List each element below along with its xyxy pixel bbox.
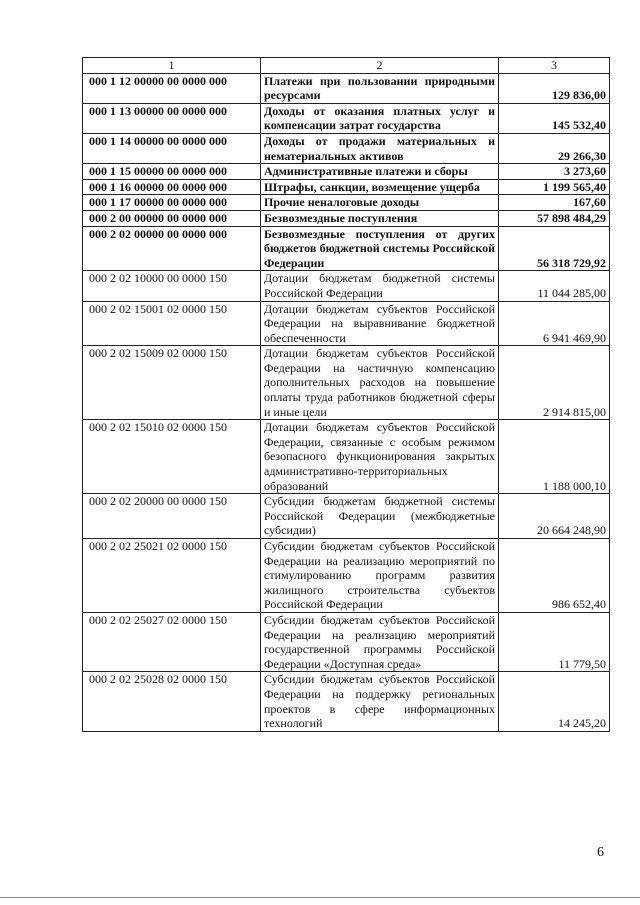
table-body xyxy=(83,73,610,731)
table-row xyxy=(83,226,610,271)
table-row xyxy=(83,103,610,133)
row-name: Дотации бюджетам субъектов Российской Федерации на выравнивание бюджетной обеспеченности xyxy=(261,301,499,346)
row-code: 000 2 02 25021 02 0000 150 xyxy=(83,539,261,613)
row-name: Прочие неналоговые доходы xyxy=(261,195,499,211)
row-code: 000 2 02 00000 00 0000 000 xyxy=(83,226,261,271)
row-code: 000 2 02 25027 02 0000 150 xyxy=(83,612,261,671)
row-name: Доходы от оказания платных услуг и компенсации затрат государства xyxy=(261,103,499,133)
row-name: Дотации бюджетам субъектов Российской Федерации, связанные с особым режимом безопасного функционирования закрытых административно-территориальных образований xyxy=(261,420,499,494)
row-code: 000 1 12 00000 00 0000 000 xyxy=(83,73,261,103)
table-row xyxy=(83,346,610,420)
row-amount: 57 898 484,29 xyxy=(499,210,610,226)
row-code: 000 2 02 15009 02 0000 150 xyxy=(83,346,261,420)
table-header-row xyxy=(83,58,610,74)
row-name: Субсидии бюджетам субъектов Российской Федерации на реализацию мероприятий государственной программы Российской Федерации «Доступная среда» xyxy=(261,612,499,671)
row-amount: 986 652,40 xyxy=(499,539,610,613)
table-row xyxy=(83,179,610,195)
row-amount: 56 318 729,92 xyxy=(499,226,610,271)
table-row xyxy=(83,672,610,731)
column-header-2: 2 xyxy=(261,58,499,74)
table-row xyxy=(83,210,610,226)
bottom-divider xyxy=(0,897,640,898)
row-code: 000 1 13 00000 00 0000 000 xyxy=(83,103,261,133)
table-row xyxy=(83,612,610,671)
row-name: Дотации бюджетам бюджетной системы Российской Федерации xyxy=(261,271,499,301)
row-code: 000 1 16 00000 00 0000 000 xyxy=(83,179,261,195)
row-name: Доходы от продажи материальных и нематериальных активов xyxy=(261,133,499,163)
row-amount: 129 836,00 xyxy=(499,73,610,103)
row-amount: 20 664 248,90 xyxy=(499,494,610,539)
row-code: 000 2 00 00000 00 0000 000 xyxy=(83,210,261,226)
row-amount: 3 273,60 xyxy=(499,164,610,180)
table-row xyxy=(83,271,610,301)
row-code: 000 1 17 00000 00 0000 000 xyxy=(83,195,261,211)
budget-revenue-table xyxy=(82,57,610,732)
row-name: Административные платежи и сборы xyxy=(261,164,499,180)
row-code: 000 1 15 00000 00 0000 000 xyxy=(83,164,261,180)
page-number: 6 xyxy=(597,845,604,860)
row-code: 000 2 02 15010 02 0000 150 xyxy=(83,420,261,494)
row-amount: 14 245,20 xyxy=(499,672,610,731)
row-name: Дотации бюджетам субъектов Российской Федерации на частичную компенсацию дополнительных расходов на повышение оплаты труда работников бюджетной сферы и иные цели xyxy=(261,346,499,420)
row-amount: 11 779,50 xyxy=(499,612,610,671)
table-row xyxy=(83,73,610,103)
row-code: 000 2 02 20000 00 0000 150 xyxy=(83,494,261,539)
row-name: Безвозмездные поступления от других бюджетов бюджетной системы Российской Федерации xyxy=(261,226,499,271)
table-row xyxy=(83,301,610,346)
row-name: Субсидии бюджетам субъектов Российской Федерации на поддержку региональных проектов в сфере информационных технологий xyxy=(261,672,499,731)
row-code: 000 2 02 25028 02 0000 150 xyxy=(83,672,261,731)
table-row xyxy=(83,420,610,494)
row-name: Субсидии бюджетам бюджетной системы Российской Федерации (межбюджетные субсидии) xyxy=(261,494,499,539)
row-amount: 6 941 469,90 xyxy=(499,301,610,346)
table-row xyxy=(83,133,610,163)
row-name: Штрафы, санкции, возмещение ущерба xyxy=(261,179,499,195)
table-row xyxy=(83,164,610,180)
column-header-3: 3 xyxy=(499,58,610,74)
row-amount: 11 044 285,00 xyxy=(499,271,610,301)
row-name: Безвозмездные поступления xyxy=(261,210,499,226)
table-row xyxy=(83,494,610,539)
row-code: 000 1 14 00000 00 0000 000 xyxy=(83,133,261,163)
row-code: 000 2 02 15001 02 0000 150 xyxy=(83,301,261,346)
row-code: 000 2 02 10000 00 0000 150 xyxy=(83,271,261,301)
row-amount: 1 199 565,40 xyxy=(499,179,610,195)
table-row xyxy=(83,539,610,613)
row-amount: 167,60 xyxy=(499,195,610,211)
row-amount: 1 188 000,10 xyxy=(499,420,610,494)
row-amount: 29 266,30 xyxy=(499,133,610,163)
table-row xyxy=(83,195,610,211)
column-header-1: 1 xyxy=(83,58,261,74)
row-amount: 145 532,40 xyxy=(499,103,610,133)
row-amount: 2 914 815,00 xyxy=(499,346,610,420)
row-name: Субсидии бюджетам субъектов Российской Федерации на реализацию мероприятий по стимулированию программ развития жилищного строительства субъектов Российской Федерации xyxy=(261,539,499,613)
row-name: Платежи при пользовании природными ресурсами xyxy=(261,73,499,103)
